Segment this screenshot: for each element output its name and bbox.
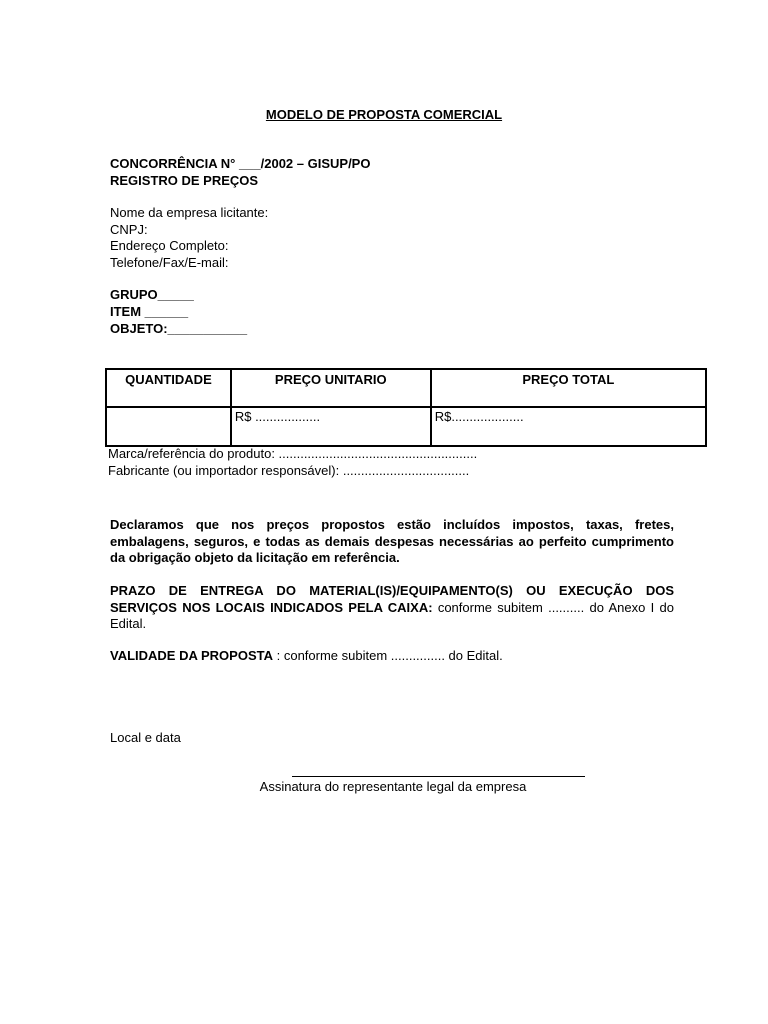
tender-number: CONCORRÊNCIA N° ___/2002 – GISUP/PO: [110, 156, 371, 171]
header-quantity: QUANTIDADE: [106, 369, 231, 407]
price-table-header: [106, 369, 706, 407]
contact-label: Telefone/Fax/E-mail:: [110, 254, 229, 270]
validity-heading: VALIDADE DA PROPOSTA: [110, 648, 273, 663]
document-title: MODELO DE PROPOSTA COMERCIAL: [265, 107, 503, 122]
signature-line: [292, 776, 585, 777]
signature-label: Assinatura do representante legal da empresa: [259, 779, 527, 794]
object-label: OBJETO:___________: [110, 321, 248, 336]
cell-unit-price: R$ ..................: [231, 407, 431, 446]
cell-total-price: R$....................: [431, 407, 706, 446]
product-info: [108, 445, 477, 479]
table-row: [106, 407, 706, 446]
header-unit-price: PREÇO UNITARIO: [231, 369, 431, 407]
header-total-price: PREÇO TOTAL: [431, 369, 706, 407]
place-date-label: Local e data: [110, 730, 181, 745]
tender-type: REGISTRO DE PREÇOS: [110, 173, 259, 188]
brand-line: Marca/referência do produto: .......................................................: [108, 446, 478, 461]
price-table: [105, 368, 707, 447]
item-label: ITEM ______: [110, 304, 189, 319]
company-name-label: Nome da empresa licitante:: [110, 205, 269, 220]
tender-header: [110, 155, 370, 189]
address-label: Endereço Completo:: [110, 238, 229, 253]
delivery-text: conforme subitem .......... do Anexo I do Edital.: [110, 599, 674, 631]
cell-quantity: [106, 407, 231, 446]
validity-paragraph: [110, 648, 674, 665]
delivery-paragraph: [110, 583, 674, 633]
delivery-heading: PRAZO DE ENTREGA DO MATERIAL(IS)/EQUIPAMENTO(S) OU EXECUÇÃO DOS SERVIÇOS NOS LOCAIS INDICADOS PELA CAIXA:: [110, 583, 674, 615]
group-label: GRUPO_____: [110, 287, 194, 302]
company-info: [110, 205, 268, 271]
cnpj-label: CNPJ:: [110, 221, 148, 237]
validity-text: : conforme subitem ............... do Edital.: [273, 648, 503, 663]
group-info: [110, 286, 247, 337]
declaration-paragraph: Declaramos que nos preços propostos estão incluídos impostos, taxas, fretes, embalagens, seguros, e todas as demais despesas necessárias ao perfeito cumprimento da obrigação objeto da licitação em referência.: [110, 517, 674, 565]
manufacturer-line: Fabricante (ou importador responsável): ...................................: [108, 463, 470, 478]
